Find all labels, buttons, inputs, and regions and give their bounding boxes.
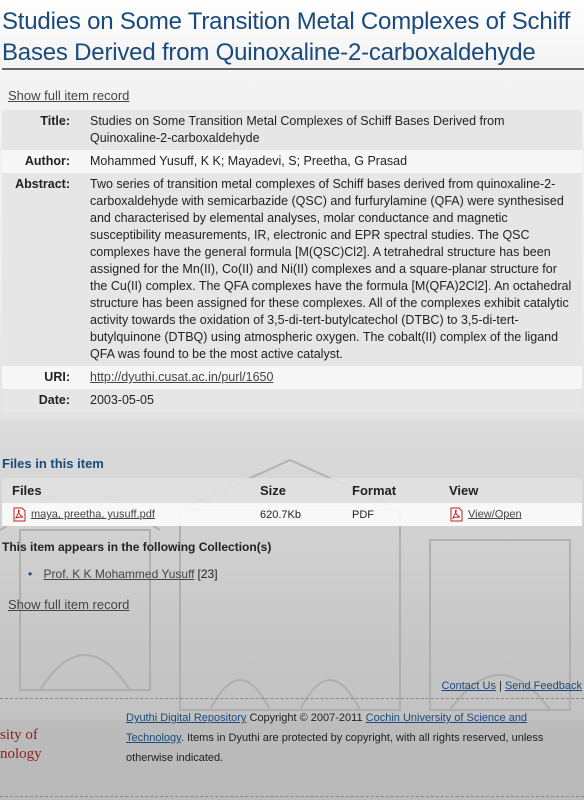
show-full-record-link-bottom[interactable]: Show full item record <box>8 597 130 612</box>
university-link[interactable]: Cochin University of Science and Technology <box>126 712 528 744</box>
collection-item <box>28 567 218 581</box>
brand-line-2: nology <box>0 746 42 762</box>
file-name-link[interactable]: maya, preetha, yusuff.pdf <box>31 508 155 521</box>
files-heading: Files in this item <box>2 456 104 471</box>
copyright-text: Copyright © 2007-2011 <box>246 712 366 724</box>
record-row-abstract <box>2 173 582 366</box>
collections-heading: This item appears in the following Collection(s) <box>2 540 272 554</box>
author-value: Mohammed Yusuff, K K; Mayadevi, S; Preetha, G Prasad <box>84 150 582 173</box>
item-record-table <box>2 110 582 412</box>
abstract-value: Two series of transition metal complexes of Schiff bases derived from quinoxaline-2-carboxaldehyde with semicarbazide (QSC) and furfurylamine (QFA) were synthesised and characterised by elemental analyses, molar conductance and magnetic susceptibility measurements, IR, electronic and EPR spectral studies. The QSC complexes have the general formula [M(QSC)Cl2]. A tetrahedral structure has been assigned for the Mn(II), Co(II) and Ni(II) complexes and a square-planar structure for the Cu(II) complex. The QFA complexes have the formula [M(QFA)2Cl2]. An octahedral structure has been assigned for these complexes. All of the complexes exhibit catalytic activity towards the oxidation of 3,5-di-tert-butylcatechol (DTBC) to 3,5-di-tert-butylquinone (DTBQ) using atmospheric oxygen. The cobalt(II) complex of the ligand QFA was found to be the most active catalyst. <box>84 173 582 366</box>
contact-us-link[interactable]: Contact Us <box>441 680 496 692</box>
title-label: Title: <box>2 110 84 150</box>
university-logo-text <box>0 726 42 764</box>
rights-text: . Items in Dyuthi are protected by copyright, with all rights reserved, unless otherwise indicated. <box>126 732 544 764</box>
brand-line-1: sity of <box>0 727 38 743</box>
record-row-author <box>2 150 582 173</box>
repository-link[interactable]: Dyuthi Digital Repository <box>126 712 247 724</box>
page-title: Studies on Some Transition Metal Complexes of Schiff Bases Derived from Quinoxaline-2-carboxaldehyde <box>2 6 584 70</box>
author-label: Author: <box>2 150 84 173</box>
files-col-files: Files <box>2 478 250 503</box>
title-value: Studies on Some Transition Metal Complexes of Schiff Bases Derived from Quinoxaline-2-carboxaldehyde <box>84 110 582 150</box>
files-table <box>2 478 582 526</box>
footer-divider-top <box>0 698 584 699</box>
record-row-uri <box>2 366 582 389</box>
files-col-size: Size <box>250 478 342 503</box>
files-col-view: View <box>439 478 582 503</box>
footer-links <box>442 680 582 692</box>
collection-count: [23] <box>197 567 218 581</box>
files-header-row <box>2 478 582 503</box>
view-open-link[interactable]: View/Open <box>468 508 522 521</box>
file-format: PDF <box>342 503 439 526</box>
collection-link[interactable]: Prof. K K Mohammed Yusuff <box>43 567 195 581</box>
file-size: 620.7Kb <box>250 503 342 526</box>
date-label: Date: <box>2 389 84 412</box>
uri-link[interactable]: http://dyuthi.cusat.ac.in/purl/1650 <box>90 370 274 384</box>
collections-list <box>28 567 218 581</box>
record-row-date <box>2 389 582 412</box>
abstract-label: Abstract: <box>2 173 84 366</box>
uri-label: URI: <box>2 366 84 389</box>
pdf-file-icon <box>12 507 27 522</box>
files-col-format: Format <box>342 478 439 503</box>
record-row-title <box>2 110 582 150</box>
pdf-view-icon[interactable] <box>449 507 464 522</box>
footer-link-divider: | <box>499 680 502 692</box>
footer-copyright <box>126 708 556 768</box>
send-feedback-link[interactable]: Send Feedback <box>504 680 582 692</box>
file-row <box>2 503 582 526</box>
footer-divider-bottom <box>0 796 584 797</box>
date-value: 2003-05-05 <box>84 389 582 412</box>
show-full-record-link-top[interactable]: Show full item record <box>8 88 130 103</box>
